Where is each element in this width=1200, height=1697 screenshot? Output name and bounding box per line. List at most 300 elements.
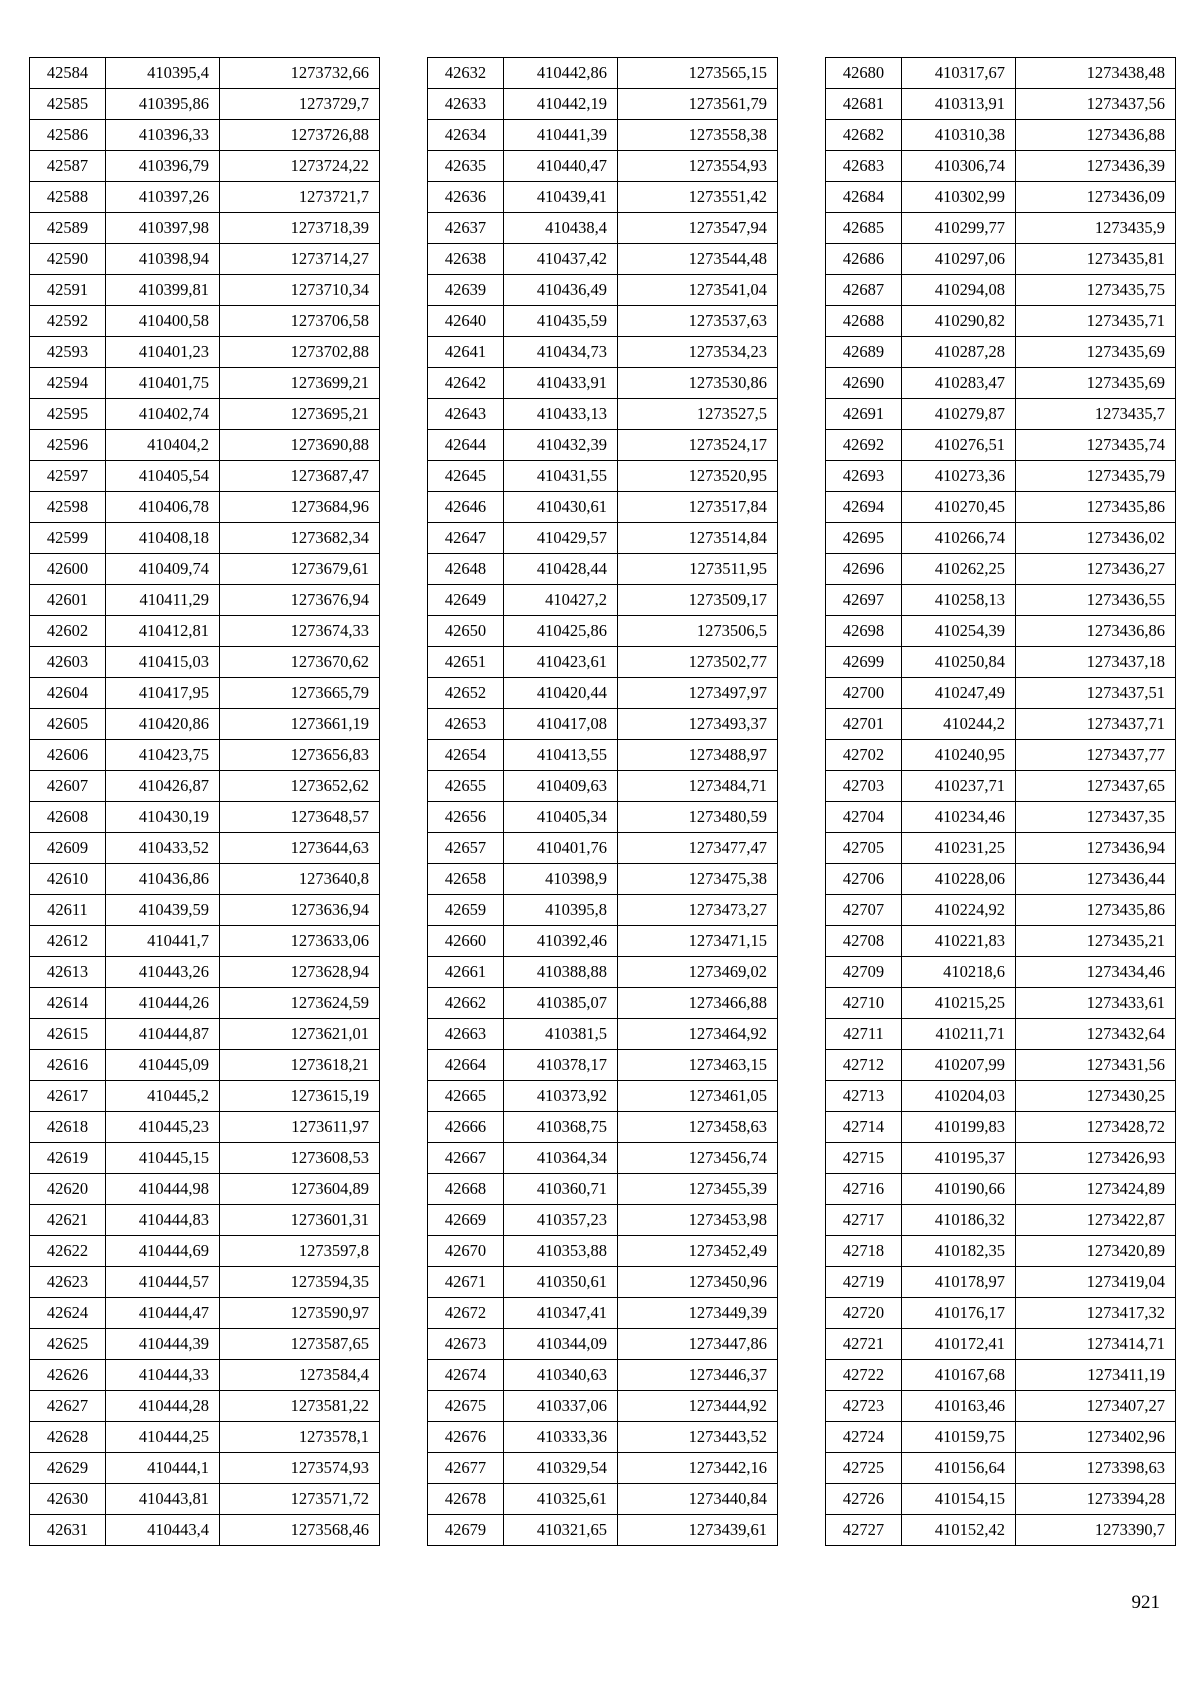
x-coordinate-cell: 410397,98 bbox=[106, 213, 220, 244]
x-coordinate-cell: 410395,4 bbox=[106, 58, 220, 89]
x-coordinate-cell: 410433,52 bbox=[106, 833, 220, 864]
table-row bbox=[428, 1422, 778, 1453]
x-coordinate-cell: 410423,61 bbox=[504, 647, 618, 678]
y-coordinate-cell: 1273452,49 bbox=[618, 1236, 778, 1267]
table-row bbox=[826, 1360, 1176, 1391]
x-coordinate-cell: 410401,23 bbox=[106, 337, 220, 368]
point-number-cell: 42692 bbox=[826, 430, 902, 461]
table-row bbox=[428, 213, 778, 244]
point-number-cell: 42597 bbox=[30, 461, 106, 492]
y-coordinate-cell: 1273520,95 bbox=[618, 461, 778, 492]
table-row bbox=[30, 151, 380, 182]
table-row bbox=[30, 988, 380, 1019]
y-coordinate-cell: 1273665,79 bbox=[220, 678, 380, 709]
point-number-cell: 42680 bbox=[826, 58, 902, 89]
table-row bbox=[428, 1329, 778, 1360]
y-coordinate-cell: 1273544,48 bbox=[618, 244, 778, 275]
point-number-cell: 42694 bbox=[826, 492, 902, 523]
point-number-cell: 42725 bbox=[826, 1453, 902, 1484]
point-number-cell: 42722 bbox=[826, 1360, 902, 1391]
y-coordinate-cell: 1273437,65 bbox=[1016, 771, 1176, 802]
x-coordinate-cell: 410405,54 bbox=[106, 461, 220, 492]
y-coordinate-cell: 1273475,38 bbox=[618, 864, 778, 895]
x-coordinate-cell: 410444,57 bbox=[106, 1267, 220, 1298]
table-row bbox=[428, 1298, 778, 1329]
y-coordinate-cell: 1273434,46 bbox=[1016, 957, 1176, 988]
y-coordinate-cell: 1273398,63 bbox=[1016, 1453, 1176, 1484]
x-coordinate-cell: 410397,26 bbox=[106, 182, 220, 213]
x-coordinate-cell: 410294,08 bbox=[902, 275, 1016, 306]
x-coordinate-cell: 410434,73 bbox=[504, 337, 618, 368]
y-coordinate-cell: 1273394,28 bbox=[1016, 1484, 1176, 1515]
y-coordinate-cell: 1273422,87 bbox=[1016, 1205, 1176, 1236]
table-row bbox=[826, 1205, 1176, 1236]
y-coordinate-cell: 1273497,97 bbox=[618, 678, 778, 709]
table-row bbox=[826, 678, 1176, 709]
point-number-cell: 42698 bbox=[826, 616, 902, 647]
table-row bbox=[826, 616, 1176, 647]
table-row bbox=[30, 678, 380, 709]
table-row bbox=[826, 895, 1176, 926]
y-coordinate-cell: 1273636,94 bbox=[220, 895, 380, 926]
table-row bbox=[826, 1453, 1176, 1484]
point-number-cell: 42624 bbox=[30, 1298, 106, 1329]
x-coordinate-cell: 410306,74 bbox=[902, 151, 1016, 182]
x-coordinate-cell: 410445,2 bbox=[106, 1081, 220, 1112]
point-number-cell: 42672 bbox=[428, 1298, 504, 1329]
x-coordinate-cell: 410444,28 bbox=[106, 1391, 220, 1422]
table-row bbox=[826, 1298, 1176, 1329]
table-row bbox=[428, 182, 778, 213]
x-coordinate-cell: 410406,78 bbox=[106, 492, 220, 523]
point-number-cell: 42669 bbox=[428, 1205, 504, 1236]
point-number-cell: 42719 bbox=[826, 1267, 902, 1298]
point-number-cell: 42666 bbox=[428, 1112, 504, 1143]
y-coordinate-cell: 1273436,09 bbox=[1016, 182, 1176, 213]
table-row bbox=[30, 1329, 380, 1360]
y-coordinate-cell: 1273447,86 bbox=[618, 1329, 778, 1360]
x-coordinate-cell: 410402,74 bbox=[106, 399, 220, 430]
table-row bbox=[428, 399, 778, 430]
x-coordinate-cell: 410244,2 bbox=[902, 709, 1016, 740]
point-number-cell: 42631 bbox=[30, 1515, 106, 1546]
y-coordinate-cell: 1273436,94 bbox=[1016, 833, 1176, 864]
point-number-cell: 42657 bbox=[428, 833, 504, 864]
x-coordinate-cell: 410445,09 bbox=[106, 1050, 220, 1081]
x-coordinate-cell: 410444,83 bbox=[106, 1205, 220, 1236]
point-number-cell: 42676 bbox=[428, 1422, 504, 1453]
y-coordinate-cell: 1273551,42 bbox=[618, 182, 778, 213]
y-coordinate-cell: 1273437,56 bbox=[1016, 89, 1176, 120]
table-row bbox=[826, 833, 1176, 864]
x-coordinate-cell: 410373,92 bbox=[504, 1081, 618, 1112]
point-number-cell: 42660 bbox=[428, 926, 504, 957]
point-number-cell: 42674 bbox=[428, 1360, 504, 1391]
point-number-cell: 42712 bbox=[826, 1050, 902, 1081]
y-coordinate-cell: 1273480,59 bbox=[618, 802, 778, 833]
y-coordinate-cell: 1273578,1 bbox=[220, 1422, 380, 1453]
y-coordinate-cell: 1273670,62 bbox=[220, 647, 380, 678]
x-coordinate-cell: 410398,9 bbox=[504, 864, 618, 895]
point-number-cell: 42625 bbox=[30, 1329, 106, 1360]
table-row bbox=[428, 430, 778, 461]
y-coordinate-cell: 1273554,93 bbox=[618, 151, 778, 182]
point-number-cell: 42591 bbox=[30, 275, 106, 306]
point-number-cell: 42641 bbox=[428, 337, 504, 368]
table-row bbox=[826, 1515, 1176, 1546]
y-coordinate-cell: 1273682,34 bbox=[220, 523, 380, 554]
point-number-cell: 42610 bbox=[30, 864, 106, 895]
point-number-cell: 42684 bbox=[826, 182, 902, 213]
table-row bbox=[826, 244, 1176, 275]
x-coordinate-cell: 410287,28 bbox=[902, 337, 1016, 368]
y-coordinate-cell: 1273732,66 bbox=[220, 58, 380, 89]
table-row bbox=[428, 1205, 778, 1236]
point-number-cell: 42662 bbox=[428, 988, 504, 1019]
y-coordinate-cell: 1273679,61 bbox=[220, 554, 380, 585]
x-coordinate-cell: 410381,5 bbox=[504, 1019, 618, 1050]
point-number-cell: 42628 bbox=[30, 1422, 106, 1453]
point-number-cell: 42604 bbox=[30, 678, 106, 709]
table-row bbox=[30, 492, 380, 523]
table-row bbox=[428, 1484, 778, 1515]
x-coordinate-cell: 410441,7 bbox=[106, 926, 220, 957]
y-coordinate-cell: 1273437,77 bbox=[1016, 740, 1176, 771]
y-coordinate-cell: 1273656,83 bbox=[220, 740, 380, 771]
point-number-cell: 42646 bbox=[428, 492, 504, 523]
y-coordinate-cell: 1273502,77 bbox=[618, 647, 778, 678]
point-number-cell: 42630 bbox=[30, 1484, 106, 1515]
table-row bbox=[30, 1391, 380, 1422]
point-number-cell: 42606 bbox=[30, 740, 106, 771]
y-coordinate-cell: 1273435,21 bbox=[1016, 926, 1176, 957]
point-number-cell: 42587 bbox=[30, 151, 106, 182]
table-row bbox=[826, 864, 1176, 895]
y-coordinate-cell: 1273436,55 bbox=[1016, 585, 1176, 616]
y-coordinate-cell: 1273430,25 bbox=[1016, 1081, 1176, 1112]
table-row bbox=[428, 585, 778, 616]
table-row bbox=[428, 1453, 778, 1484]
y-coordinate-cell: 1273435,74 bbox=[1016, 430, 1176, 461]
point-number-cell: 42710 bbox=[826, 988, 902, 1019]
x-coordinate-cell: 410182,35 bbox=[902, 1236, 1016, 1267]
point-number-cell: 42678 bbox=[428, 1484, 504, 1515]
point-number-cell: 42675 bbox=[428, 1391, 504, 1422]
point-number-cell: 42664 bbox=[428, 1050, 504, 1081]
y-coordinate-cell: 1273601,31 bbox=[220, 1205, 380, 1236]
x-coordinate-cell: 410156,64 bbox=[902, 1453, 1016, 1484]
point-number-cell: 42708 bbox=[826, 926, 902, 957]
table-row bbox=[30, 1112, 380, 1143]
x-coordinate-cell: 410401,76 bbox=[504, 833, 618, 864]
x-coordinate-cell: 410190,66 bbox=[902, 1174, 1016, 1205]
x-coordinate-cell: 410211,71 bbox=[902, 1019, 1016, 1050]
x-coordinate-cell: 410276,51 bbox=[902, 430, 1016, 461]
x-coordinate-cell: 410404,2 bbox=[106, 430, 220, 461]
table-row bbox=[428, 89, 778, 120]
point-number-cell: 42688 bbox=[826, 306, 902, 337]
x-coordinate-cell: 410299,77 bbox=[902, 213, 1016, 244]
point-number-cell: 42611 bbox=[30, 895, 106, 926]
table-row bbox=[826, 1236, 1176, 1267]
point-number-cell: 42686 bbox=[826, 244, 902, 275]
x-coordinate-cell: 410423,75 bbox=[106, 740, 220, 771]
y-coordinate-cell: 1273435,69 bbox=[1016, 337, 1176, 368]
x-coordinate-cell: 410250,84 bbox=[902, 647, 1016, 678]
table-row bbox=[826, 1143, 1176, 1174]
y-coordinate-cell: 1273644,63 bbox=[220, 833, 380, 864]
y-coordinate-cell: 1273621,01 bbox=[220, 1019, 380, 1050]
y-coordinate-cell: 1273435,81 bbox=[1016, 244, 1176, 275]
y-coordinate-cell: 1273611,97 bbox=[220, 1112, 380, 1143]
x-coordinate-cell: 410444,33 bbox=[106, 1360, 220, 1391]
point-number-cell: 42626 bbox=[30, 1360, 106, 1391]
point-number-cell: 42700 bbox=[826, 678, 902, 709]
y-coordinate-cell: 1273420,89 bbox=[1016, 1236, 1176, 1267]
x-coordinate-cell: 410207,99 bbox=[902, 1050, 1016, 1081]
point-number-cell: 42724 bbox=[826, 1422, 902, 1453]
point-number-cell: 42677 bbox=[428, 1453, 504, 1484]
point-number-cell: 42670 bbox=[428, 1236, 504, 1267]
x-coordinate-cell: 410353,88 bbox=[504, 1236, 618, 1267]
y-coordinate-cell: 1273435,7 bbox=[1016, 399, 1176, 430]
point-number-cell: 42651 bbox=[428, 647, 504, 678]
point-number-cell: 42717 bbox=[826, 1205, 902, 1236]
x-coordinate-cell: 410444,87 bbox=[106, 1019, 220, 1050]
point-number-cell: 42707 bbox=[826, 895, 902, 926]
point-number-cell: 42634 bbox=[428, 120, 504, 151]
table-row bbox=[428, 244, 778, 275]
point-number-cell: 42642 bbox=[428, 368, 504, 399]
y-coordinate-cell: 1273587,65 bbox=[220, 1329, 380, 1360]
point-number-cell: 42685 bbox=[826, 213, 902, 244]
y-coordinate-cell: 1273435,79 bbox=[1016, 461, 1176, 492]
x-coordinate-cell: 410347,41 bbox=[504, 1298, 618, 1329]
y-coordinate-cell: 1273604,89 bbox=[220, 1174, 380, 1205]
point-number-cell: 42589 bbox=[30, 213, 106, 244]
y-coordinate-cell: 1273437,35 bbox=[1016, 802, 1176, 833]
x-coordinate-cell: 410398,94 bbox=[106, 244, 220, 275]
y-coordinate-cell: 1273390,7 bbox=[1016, 1515, 1176, 1546]
x-coordinate-cell: 410325,61 bbox=[504, 1484, 618, 1515]
y-coordinate-cell: 1273407,27 bbox=[1016, 1391, 1176, 1422]
point-number-cell: 42607 bbox=[30, 771, 106, 802]
y-coordinate-cell: 1273547,94 bbox=[618, 213, 778, 244]
y-coordinate-cell: 1273628,94 bbox=[220, 957, 380, 988]
y-coordinate-cell: 1273517,84 bbox=[618, 492, 778, 523]
x-coordinate-cell: 410445,15 bbox=[106, 1143, 220, 1174]
y-coordinate-cell: 1273437,51 bbox=[1016, 678, 1176, 709]
point-number-cell: 42622 bbox=[30, 1236, 106, 1267]
x-coordinate-cell: 410237,71 bbox=[902, 771, 1016, 802]
point-number-cell: 42713 bbox=[826, 1081, 902, 1112]
x-coordinate-cell: 410413,55 bbox=[504, 740, 618, 771]
table-row bbox=[30, 771, 380, 802]
table-row bbox=[428, 1019, 778, 1050]
y-coordinate-cell: 1273442,16 bbox=[618, 1453, 778, 1484]
y-coordinate-cell: 1273433,61 bbox=[1016, 988, 1176, 1019]
coordinate-table-3 bbox=[825, 57, 1176, 1546]
table-row bbox=[30, 306, 380, 337]
table-row bbox=[826, 709, 1176, 740]
x-coordinate-cell: 410409,74 bbox=[106, 554, 220, 585]
x-coordinate-cell: 410310,38 bbox=[902, 120, 1016, 151]
y-coordinate-cell: 1273661,19 bbox=[220, 709, 380, 740]
table-body bbox=[30, 58, 380, 1546]
table-row bbox=[30, 399, 380, 430]
table-row bbox=[30, 1484, 380, 1515]
table-row bbox=[826, 182, 1176, 213]
y-coordinate-cell: 1273453,98 bbox=[618, 1205, 778, 1236]
table-row bbox=[826, 1329, 1176, 1360]
point-number-cell: 42659 bbox=[428, 895, 504, 926]
point-number-cell: 42697 bbox=[826, 585, 902, 616]
y-coordinate-cell: 1273439,61 bbox=[618, 1515, 778, 1546]
x-coordinate-cell: 410178,97 bbox=[902, 1267, 1016, 1298]
table-row bbox=[826, 306, 1176, 337]
table-row bbox=[826, 275, 1176, 306]
y-coordinate-cell: 1273648,57 bbox=[220, 802, 380, 833]
x-coordinate-cell: 410396,33 bbox=[106, 120, 220, 151]
point-number-cell: 42693 bbox=[826, 461, 902, 492]
table-row bbox=[826, 771, 1176, 802]
y-coordinate-cell: 1273488,97 bbox=[618, 740, 778, 771]
x-coordinate-cell: 410444,26 bbox=[106, 988, 220, 1019]
x-coordinate-cell: 410444,1 bbox=[106, 1453, 220, 1484]
y-coordinate-cell: 1273436,02 bbox=[1016, 523, 1176, 554]
table-row bbox=[428, 1081, 778, 1112]
point-number-cell: 42605 bbox=[30, 709, 106, 740]
y-coordinate-cell: 1273702,88 bbox=[220, 337, 380, 368]
table-row bbox=[30, 213, 380, 244]
table-row bbox=[826, 647, 1176, 678]
table-row bbox=[30, 1019, 380, 1050]
point-number-cell: 42599 bbox=[30, 523, 106, 554]
table-row bbox=[826, 1391, 1176, 1422]
point-number-cell: 42696 bbox=[826, 554, 902, 585]
table-body bbox=[428, 58, 778, 1546]
point-number-cell: 42689 bbox=[826, 337, 902, 368]
x-coordinate-cell: 410195,37 bbox=[902, 1143, 1016, 1174]
point-number-cell: 42714 bbox=[826, 1112, 902, 1143]
table-row bbox=[826, 802, 1176, 833]
table-row bbox=[428, 275, 778, 306]
table-row bbox=[428, 957, 778, 988]
table-row bbox=[428, 1050, 778, 1081]
y-coordinate-cell: 1273597,8 bbox=[220, 1236, 380, 1267]
x-coordinate-cell: 410266,74 bbox=[902, 523, 1016, 554]
x-coordinate-cell: 410218,6 bbox=[902, 957, 1016, 988]
y-coordinate-cell: 1273484,71 bbox=[618, 771, 778, 802]
y-coordinate-cell: 1273581,22 bbox=[220, 1391, 380, 1422]
point-number-cell: 42673 bbox=[428, 1329, 504, 1360]
table-row bbox=[826, 399, 1176, 430]
x-coordinate-cell: 410417,08 bbox=[504, 709, 618, 740]
point-number-cell: 42647 bbox=[428, 523, 504, 554]
x-coordinate-cell: 410444,47 bbox=[106, 1298, 220, 1329]
table-row bbox=[30, 244, 380, 275]
y-coordinate-cell: 1273469,02 bbox=[618, 957, 778, 988]
x-coordinate-cell: 410368,75 bbox=[504, 1112, 618, 1143]
y-coordinate-cell: 1273710,34 bbox=[220, 275, 380, 306]
x-coordinate-cell: 410344,09 bbox=[504, 1329, 618, 1360]
y-coordinate-cell: 1273695,21 bbox=[220, 399, 380, 430]
y-coordinate-cell: 1273455,39 bbox=[618, 1174, 778, 1205]
table-row bbox=[428, 151, 778, 182]
table-row bbox=[30, 709, 380, 740]
point-number-cell: 42654 bbox=[428, 740, 504, 771]
y-coordinate-cell: 1273687,47 bbox=[220, 461, 380, 492]
y-coordinate-cell: 1273436,27 bbox=[1016, 554, 1176, 585]
y-coordinate-cell: 1273652,62 bbox=[220, 771, 380, 802]
x-coordinate-cell: 410385,07 bbox=[504, 988, 618, 1019]
point-number-cell: 42615 bbox=[30, 1019, 106, 1050]
y-coordinate-cell: 1273684,96 bbox=[220, 492, 380, 523]
x-coordinate-cell: 410360,71 bbox=[504, 1174, 618, 1205]
y-coordinate-cell: 1273402,96 bbox=[1016, 1422, 1176, 1453]
table-row bbox=[826, 151, 1176, 182]
y-coordinate-cell: 1273537,63 bbox=[618, 306, 778, 337]
x-coordinate-cell: 410408,18 bbox=[106, 523, 220, 554]
x-coordinate-cell: 410442,19 bbox=[504, 89, 618, 120]
table-row bbox=[826, 926, 1176, 957]
x-coordinate-cell: 410444,39 bbox=[106, 1329, 220, 1360]
y-coordinate-cell: 1273640,8 bbox=[220, 864, 380, 895]
x-coordinate-cell: 410231,25 bbox=[902, 833, 1016, 864]
point-number-cell: 42704 bbox=[826, 802, 902, 833]
point-number-cell: 42618 bbox=[30, 1112, 106, 1143]
y-coordinate-cell: 1273511,95 bbox=[618, 554, 778, 585]
y-coordinate-cell: 1273424,89 bbox=[1016, 1174, 1176, 1205]
point-number-cell: 42726 bbox=[826, 1484, 902, 1515]
x-coordinate-cell: 410167,68 bbox=[902, 1360, 1016, 1391]
table-row bbox=[30, 120, 380, 151]
point-number-cell: 42636 bbox=[428, 182, 504, 213]
x-coordinate-cell: 410388,88 bbox=[504, 957, 618, 988]
point-number-cell: 42711 bbox=[826, 1019, 902, 1050]
x-coordinate-cell: 410199,83 bbox=[902, 1112, 1016, 1143]
point-number-cell: 42596 bbox=[30, 430, 106, 461]
x-coordinate-cell: 410401,75 bbox=[106, 368, 220, 399]
y-coordinate-cell: 1273456,74 bbox=[618, 1143, 778, 1174]
x-coordinate-cell: 410290,82 bbox=[902, 306, 1016, 337]
x-coordinate-cell: 410426,87 bbox=[106, 771, 220, 802]
table-row bbox=[428, 771, 778, 802]
x-coordinate-cell: 410313,91 bbox=[902, 89, 1016, 120]
point-number-cell: 42620 bbox=[30, 1174, 106, 1205]
x-coordinate-cell: 410357,23 bbox=[504, 1205, 618, 1236]
point-number-cell: 42716 bbox=[826, 1174, 902, 1205]
table-row bbox=[30, 1515, 380, 1546]
point-number-cell: 42687 bbox=[826, 275, 902, 306]
point-number-cell: 42639 bbox=[428, 275, 504, 306]
x-coordinate-cell: 410442,86 bbox=[504, 58, 618, 89]
table-row bbox=[30, 1298, 380, 1329]
point-number-cell: 42623 bbox=[30, 1267, 106, 1298]
point-number-cell: 42584 bbox=[30, 58, 106, 89]
point-number-cell: 42661 bbox=[428, 957, 504, 988]
x-coordinate-cell: 410431,55 bbox=[504, 461, 618, 492]
y-coordinate-cell: 1273571,72 bbox=[220, 1484, 380, 1515]
x-coordinate-cell: 410438,4 bbox=[504, 213, 618, 244]
y-coordinate-cell: 1273428,72 bbox=[1016, 1112, 1176, 1143]
x-coordinate-cell: 410152,42 bbox=[902, 1515, 1016, 1546]
y-coordinate-cell: 1273676,94 bbox=[220, 585, 380, 616]
x-coordinate-cell: 410329,54 bbox=[504, 1453, 618, 1484]
table-row bbox=[30, 1174, 380, 1205]
point-number-cell: 42609 bbox=[30, 833, 106, 864]
point-number-cell: 42600 bbox=[30, 554, 106, 585]
